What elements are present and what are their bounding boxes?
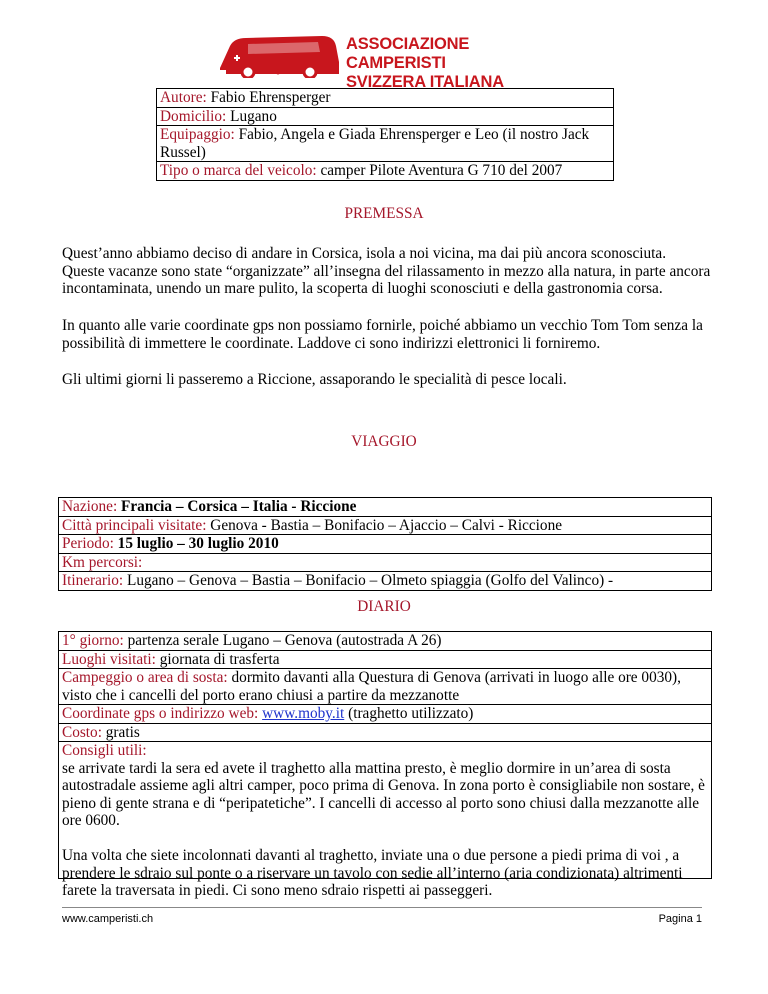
footer-divider <box>62 907 702 908</box>
giorno-row <box>59 632 711 651</box>
km-label: Km percorsi: <box>62 553 143 571</box>
consigli-label: Consigli utili: <box>62 742 147 759</box>
logo-text <box>346 35 558 92</box>
equipaggio-value: Fabio, Angela e Giada Ehrensperger e Leo (il nostro Jack Russel) <box>160 126 590 161</box>
costo-row <box>59 724 711 743</box>
premessa-heading: PREMESSA <box>344 205 424 222</box>
itinerario-value: Lugano – Genova – Bastia – Bonifacio – Olmeto spiaggia (Golfo del Valinco) - <box>127 572 614 589</box>
premessa-paragraph-1: Quest’anno abbiamo deciso di andare in Corsica, isola a noi vicina, ma dai più ancora sconosciuta. Queste vacanze sono state “organizzate” all’insegna del rilassamento in mezzo alla natura, in parte ancora incontaminata, unendo un mare pulito, la scoperta di luoghi sconosciuti e della gastronomia corsa. <box>62 245 711 298</box>
domicilio-label: Domicilio: <box>160 107 227 125</box>
periodo-value: 15 luglio – 30 luglio 2010 <box>117 535 279 552</box>
campeggio-row <box>59 669 711 705</box>
costo-label: Costo: <box>62 723 102 741</box>
citta-row <box>59 517 711 536</box>
campeggio-value: dormito davanti alla Questura di Genova (arrivati in luogo alle ore 0030), visto che i cancelli del porto erano chiusi a partire da mezzanotte <box>62 669 681 704</box>
luoghi-label: Luoghi visitati: <box>62 650 156 668</box>
camper-van-logo-icon <box>218 32 344 78</box>
giorno-value: partenza serale Lugano – Genova (autostrada A 26) <box>127 632 442 649</box>
veicolo-label: Tipo o marca del veicolo: <box>160 162 317 179</box>
premessa-paragraph-3: Gli ultimi giorni li passeremo a Riccione, assaporando le specialità di pesce locali. <box>62 371 567 388</box>
veicolo-value: camper Pilote Aventura G 710 del 2007 <box>320 162 563 179</box>
itinerario-row <box>59 572 711 590</box>
logo-line-1: ASSOCIAZIONE CAMPERISTI <box>346 35 470 72</box>
equipaggio-label: Equipaggio: <box>160 126 235 143</box>
domicilio-value: Lugano <box>230 107 277 125</box>
premessa-paragraph-2: In quanto alle varie coordinate gps non possiamo fornirle, poiché abbiamo un vecchio Tom Tom senza la possibilità di immettere le coordinate. Laddove ci sono indirizzi elettronici li forniremo. <box>62 317 703 352</box>
luoghi-row <box>59 651 711 670</box>
coordinate-label: Coordinate gps o indirizzo web: <box>62 705 259 722</box>
luoghi-value: giornata di trasferta <box>159 650 280 668</box>
viaggio-heading: VIAGGIO <box>351 433 417 450</box>
citta-label: Città principali visitate: <box>62 516 207 534</box>
campeggio-label: Campeggio o area di sosta: <box>62 669 228 686</box>
footer-site: www.camperisti.ch <box>62 913 154 925</box>
viaggio-table <box>58 497 712 591</box>
coordinate-value: (traghetto utilizzato) <box>348 705 474 722</box>
coordinate-row <box>59 705 711 724</box>
consigli-paragraph-1: se arrivate tardi la sera ed avete il traghetto alla mattina presto, è meglio dormire in un’area di sosta autostradale assieme agli altri camper, poco prima di Genova. In zona porto è consigliabile non sostare, è pieno di gente strana e di “peripatetiche”. I cancelli di accesso al porto sono chiusi dalla mezzanotte alle ore 0600. <box>62 759 705 829</box>
costo-value: gratis <box>105 723 140 741</box>
nazione-row <box>59 498 711 517</box>
autore-value: Fabio Ehrensperger <box>210 89 331 106</box>
periodo-label: Periodo: <box>62 535 114 552</box>
nazione-value: Francia – Corsica – Italia - Riccione <box>121 498 357 515</box>
autore-label: Autore: <box>160 89 207 106</box>
giorno-label: 1° giorno: <box>62 632 124 649</box>
equipaggio-row <box>157 126 613 162</box>
periodo-row <box>59 535 711 554</box>
diario-heading: DIARIO <box>357 598 411 615</box>
veicolo-row <box>157 162 613 180</box>
nazione-label: Nazione: <box>62 498 118 515</box>
consigli-paragraph-2: Una volta che siete incolonnati davanti al traghetto, inviate una o due persone a piedi prima di voi , a prendere le sdraio sul ponte o a riservare un tavolo con sedie all’interno (aria condizionata) altrimenti farete la traversata in piedi. Ci sono meno sdraio rispetti ai passeggeri. <box>62 847 683 899</box>
km-row <box>59 554 711 573</box>
citta-value: Genova - Bastia – Bonifacio – Ajaccio – Calvi - Riccione <box>210 516 563 534</box>
logo-line-2: SVIZZERA ITALIANA <box>346 73 504 91</box>
diario-table <box>58 631 712 899</box>
moby-link[interactable]: www.moby.it <box>262 705 345 722</box>
author-table <box>156 88 614 181</box>
consigli-row <box>59 742 711 900</box>
header-logo <box>218 32 558 91</box>
footer-page-number: Pagina 1 <box>658 913 702 925</box>
domicilio-row <box>157 108 613 127</box>
itinerario-label: Itinerario: <box>62 572 124 589</box>
author-row <box>157 89 613 108</box>
